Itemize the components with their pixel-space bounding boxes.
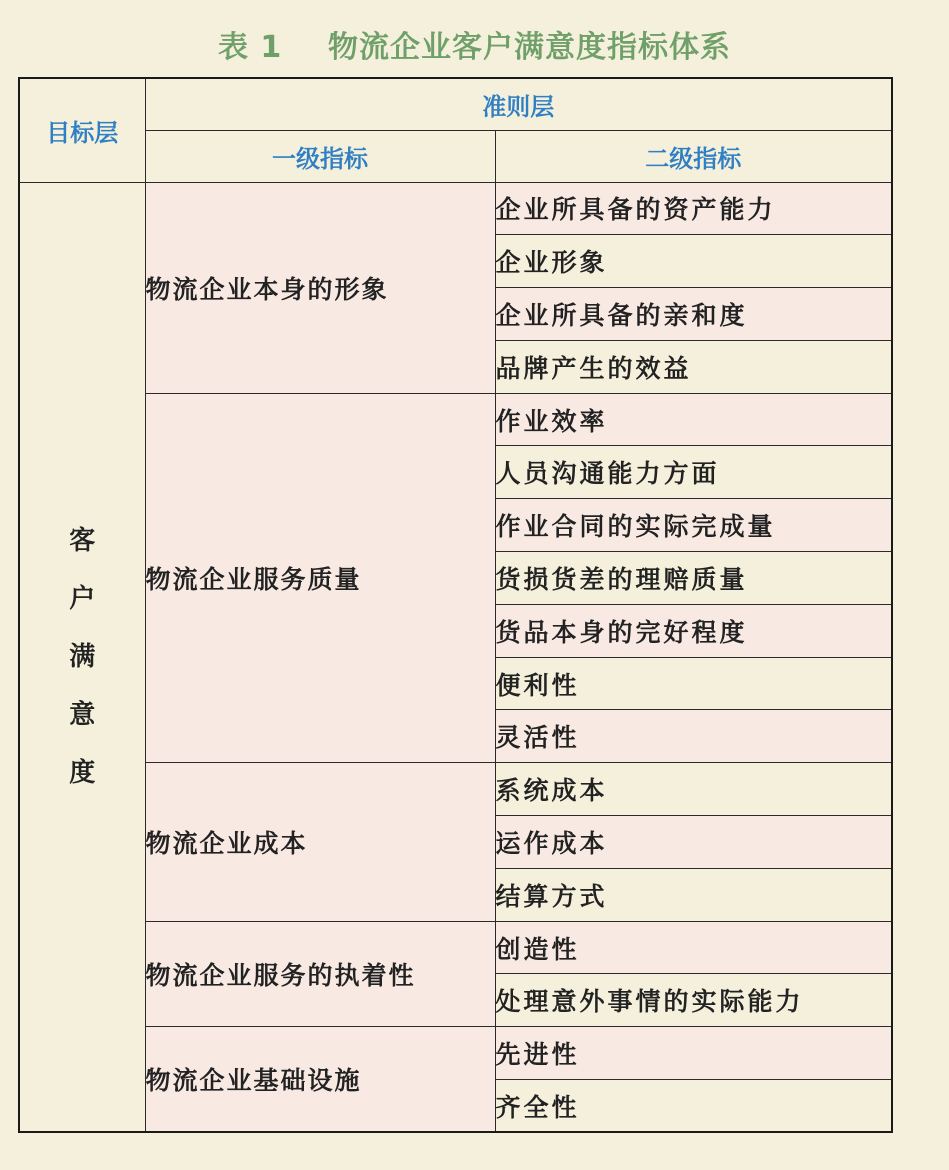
level2-indicator: 人员沟通能力方面 bbox=[495, 446, 892, 499]
goal-char: 满 bbox=[69, 641, 96, 672]
table-row bbox=[19, 921, 892, 974]
table-row bbox=[19, 182, 892, 235]
level2-indicator: 系统成本 bbox=[495, 763, 892, 816]
level2-indicator: 结算方式 bbox=[495, 868, 892, 921]
level2-indicator: 企业所具备的亲和度 bbox=[495, 288, 892, 341]
goal-char: 户 bbox=[69, 583, 96, 614]
level1-indicator: 物流企业成本 bbox=[145, 763, 495, 921]
table-row bbox=[19, 763, 892, 816]
table-row bbox=[19, 1027, 892, 1080]
level2-indicator: 作业效率 bbox=[495, 393, 892, 446]
goal-char: 意 bbox=[69, 699, 96, 730]
level2-indicator: 企业形象 bbox=[495, 235, 892, 288]
level2-indicator: 货损货差的理赔质量 bbox=[495, 552, 892, 605]
goal-char: 度 bbox=[69, 757, 96, 788]
header-criteria-layer: 准则层 bbox=[145, 78, 892, 130]
goal-cell bbox=[19, 182, 145, 1132]
level1-indicator: 物流企业本身的形象 bbox=[145, 182, 495, 393]
level2-indicator: 创造性 bbox=[495, 921, 892, 974]
goal-char: 客 bbox=[69, 525, 96, 556]
header-row-2 bbox=[19, 130, 892, 182]
table-row bbox=[19, 393, 892, 446]
header-row-1 bbox=[19, 78, 892, 130]
level2-indicator: 货品本身的完好程度 bbox=[495, 604, 892, 657]
header-level1: 一级指标 bbox=[145, 130, 495, 182]
level2-indicator: 先进性 bbox=[495, 1027, 892, 1080]
header-target-layer: 目标层 bbox=[19, 78, 145, 182]
level2-indicator: 作业合同的实际完成量 bbox=[495, 499, 892, 552]
level2-indicator: 运作成本 bbox=[495, 816, 892, 869]
level2-indicator: 灵活性 bbox=[495, 710, 892, 763]
table-title: 表 1 物流企业客户满意度指标体系 bbox=[217, 30, 732, 65]
level2-indicator: 便利性 bbox=[495, 657, 892, 710]
level2-indicator: 企业所具备的资产能力 bbox=[495, 182, 892, 235]
header-level2: 二级指标 bbox=[495, 130, 892, 182]
level2-indicator: 处理意外事情的实际能力 bbox=[495, 974, 892, 1027]
satisfaction-index-table bbox=[18, 77, 893, 1133]
level2-indicator: 齐全性 bbox=[495, 1080, 892, 1133]
level2-indicator: 品牌产生的效益 bbox=[495, 340, 892, 393]
level1-indicator: 物流企业服务质量 bbox=[145, 393, 495, 763]
level1-indicator: 物流企业服务的执着性 bbox=[145, 921, 495, 1027]
level1-indicator: 物流企业基础设施 bbox=[145, 1027, 495, 1133]
